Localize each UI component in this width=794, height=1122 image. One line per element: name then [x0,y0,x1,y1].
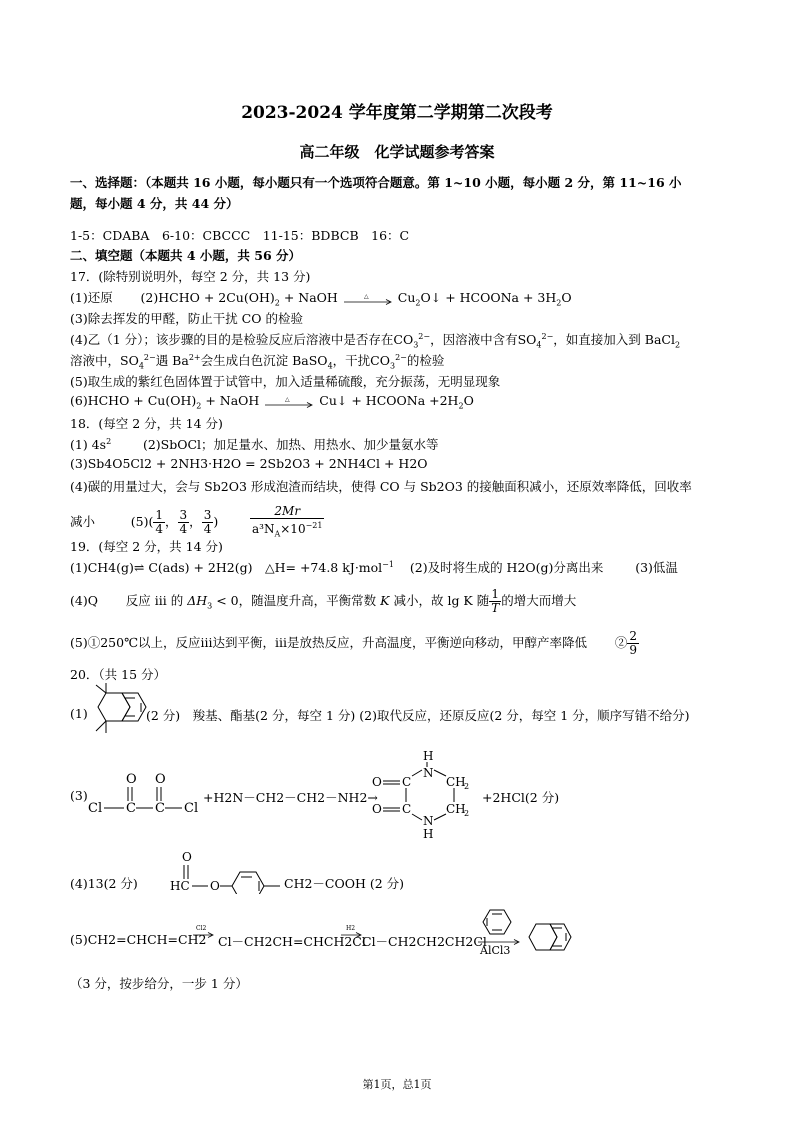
svg-text:CH: CH [446,802,466,816]
alcl3-catalyst: AlCl3 [480,944,511,957]
svg-text:2: 2 [464,809,470,818]
svg-text:Cl: Cl [184,801,199,816]
svg-text:H2: H2 [346,925,356,932]
q20-head: 20．（共 15 分） [70,667,167,682]
svg-text:C: C [402,802,412,816]
svg-text:O: O [372,775,382,789]
tetralin-product-structure [526,920,590,956]
inverse-t-fraction: $\frac{1}{T}$ [491,587,500,615]
heat-arrow [342,293,394,305]
svg-text:C: C [402,775,412,789]
density-fraction: $\frac{2Mr}{a^3N_A\times 10^{-21}}$ [252,504,323,539]
q20-line-1-text: (2 分) 羧基、酯基(2 分，每空 1 分) (2)取代反应，还原反应(2 分，每空 1 分，顺序写错不给分) [146,708,690,723]
section-2-heading: 二、填空题（本题共 4 小题，共 56 分） [70,248,302,263]
q17-line-4-cont: 溶液中，$SO_4^{2-}$遇 $Ba^{2+}$会生成白色沉淀 BaSO$_4$，干扰$CO_3^{2-}$的检验 [70,352,445,371]
q20-line-3-tail: +2HCl(2 分) [482,790,560,805]
q17-line-4: (4)乙（1 分）；该步骤的目的是检验反应后溶液中是否存在$CO_3^{2-}$，因溶液中含有$SO_4^{2-}$，如直接加入到 BaCl$_2$ [70,331,681,350]
q19-line-5: (5)①250℃以上，反应iii达到平衡，iii是放热反应，升高温度，平衡逆向移动，甲醇产率降低 ② $\frac{2}{9}$ [70,629,638,657]
heat-arrow [263,396,315,408]
q18-line-3: (3)Sb4O5Cl2 + 2NH3·H2O = 2Sb2O3 + 2NH4Cl + H2O [70,456,428,471]
q17-line-6: (6)HCHO + $Cu(OH)_2$ + NaOH △ Cu↓ + HCOONa $+2H_2O$ [70,393,474,411]
page-footer: 第1页，总1页 [362,1078,432,1091]
q18-head: 18．(每空 2 分，共 14 分) [70,416,223,431]
oxalyl-chloride-structure [86,770,200,820]
q20-line-1-label: (1) [70,706,88,721]
q19-head: 19．(每空 2 分，共 14 分) [70,539,223,554]
yield-fraction: $\frac{2}{9}$ [629,629,638,657]
page-subtitle: 高二年级 化学试题参考答案 [299,143,495,161]
coord-frac-z: $\frac{3}{4}$ [203,508,212,537]
q18-line-1-2: (1) $4s^2$ (2)SbOCl；加足量水、加热、用热水、加少量氨水等 [70,436,439,452]
page-title: 2023-2024 学年度第二学期第二次段考 [241,103,553,123]
q18-line-4-cont: 减小 (5)( $\frac{1}{4}$ ， $\frac{3}{4}$ ， $\frac{3}{4}$ ) $\frac{2Mr}{a^3N_A\times 10^{-21}}$ [70,504,323,539]
q20-line-4-tail: CH2－COOH (2 分) [284,876,405,891]
choice-answers: 1-5：CDABA 6-10：CBCCC 11-15：BDBCB 16：C [70,228,410,243]
q20-line-5-c: Cl－CH2CH2CH2Cl [362,934,487,949]
cl2-arrow [192,924,216,940]
svg-text:H: H [423,827,434,840]
q17-head: 17．(除特别说明外，每空 2 分，共 13 分) [70,269,311,284]
svg-text:O: O [182,850,192,864]
q20-line-4-label: (4)13(2 分) [70,876,138,891]
svg-text:Cl: Cl [88,801,103,816]
piperazinedione-structure [368,748,480,840]
q19-line-1: (1)CH4(g)⇌ C(ads) + 2H2(g) △H= +74.8 kJ·mol$^{-1}$ (2)及时将生成的 H2O(g)分离出来 (3)低温 [70,559,678,575]
q17-line-5: (5)取生成的紫红色固体置于试管中，加入适量稀硫酸，充分振荡，无明显现象 [70,374,501,389]
svg-text:CH: CH [446,775,466,789]
svg-text:O: O [210,879,220,893]
q20-line-5-a: (5)CH2=CHCH=CH2 [70,932,207,947]
isomer-structure [166,848,282,894]
svg-text:△: △ [285,395,290,403]
svg-text:Cl2: Cl2 [196,925,207,932]
coord-frac-x: $\frac{1}{4}$ [155,508,164,537]
svg-text:N: N [423,766,434,780]
section-1-heading-cont: 题，每小题 4 分，共 44 分） [70,196,239,211]
h2-arrow [340,924,364,940]
q20-line-3-label: (3) [70,788,88,803]
q17-line-3: (3)除去挥发的甲醛，防止干扰 CO 的检验 [70,311,303,326]
svg-text:C: C [126,801,136,816]
coord-frac-y: $\frac{3}{4}$ [179,508,188,537]
svg-text:HC: HC [170,879,190,893]
svg-text:O: O [126,772,137,787]
svg-text:O: O [155,772,166,787]
svg-text:H: H [423,749,434,763]
ethylenediamine-reactant: +H2N－CH2－CH2－NH2→ [203,790,378,805]
q17-line-1-2: (1)还原 (2)HCHO + $2Cu(OH)_2$ + NaOH △ $Cu_2O↓$ + HCOONa + $3H_2O$ [70,290,572,308]
svg-text:2: 2 [464,782,470,791]
q20-line-5-b: Cl－CH2CH=CHCH2Cl [218,934,366,949]
section-1-heading: 一、选择题：（本题共 16 小题，每小题只有一个选项符合题意。第 1~10 小题，每小题 2 分，第 11~16 小 [70,175,682,190]
svg-text:C: C [155,801,165,816]
q19-line-4: (4)Q 反应 iii 的 $\Delta H_3 < 0$，随温度升高，平衡常数 K 减小，故 lg K 随 $\frac{1}{T}$ 的增大而增大 [70,587,577,615]
q18-line-4: (4)碳的用量过大，会与 Sb2O3 形成泡渣而结块，使得 CO 与 Sb2O3 的接触面积减小，还原效率降低，回收率 [70,479,692,494]
q20-note: （3 分，按步给分，一步 1 分） [70,976,248,991]
svg-text:△: △ [363,292,369,300]
svg-text:N: N [423,814,434,828]
tetralin-structure-image [84,679,150,739]
svg-text:O: O [372,802,382,816]
